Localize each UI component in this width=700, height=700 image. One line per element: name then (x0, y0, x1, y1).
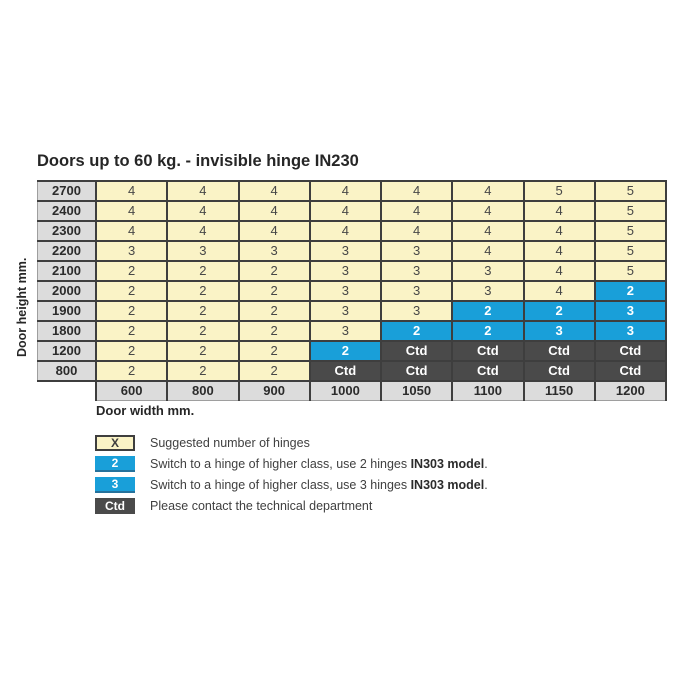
hinge-count-cell: 4 (310, 181, 381, 201)
contact-technical-cell: Ctd (595, 341, 666, 361)
hinge-count-cell: 4 (524, 281, 595, 301)
table-row (38, 201, 667, 221)
hinge-count-cell: 4 (239, 181, 310, 201)
hinge-matrix-table (37, 180, 667, 401)
column-header-door-width: 900 (239, 381, 310, 401)
hinge-count-cell: 3 (452, 261, 523, 281)
switch-hinge-cell: 2 (524, 301, 595, 321)
hinge-count-cell: 3 (310, 281, 381, 301)
hinge-count-cell: 3 (452, 281, 523, 301)
hinge-count-cell: 3 (310, 301, 381, 321)
corner-empty-cell (38, 381, 97, 401)
hinge-count-cell: 2 (96, 301, 167, 321)
hinge-count-cell: 3 (310, 261, 381, 281)
contact-technical-cell: Ctd (524, 361, 595, 381)
table-row (38, 261, 667, 281)
switch-hinge-cell: 2 (595, 281, 666, 301)
contact-technical-cell: Ctd (381, 361, 452, 381)
row-header-door-height: 2700 (38, 181, 97, 201)
hinge-count-cell: 2 (96, 361, 167, 381)
hinge-count-cell: 5 (595, 181, 666, 201)
table-row (38, 281, 667, 301)
hinge-count-cell: 3 (310, 321, 381, 341)
contact-technical-cell: Ctd (452, 341, 523, 361)
legend-item-text: Suggested number of hinges (150, 435, 310, 450)
hinge-count-cell: 4 (381, 181, 452, 201)
hinge-count-cell: 2 (167, 361, 238, 381)
legend-item-text: Please contact the technical department (150, 498, 373, 513)
contact-technical-cell: Ctd (524, 341, 595, 361)
column-header-door-width: 1100 (452, 381, 523, 401)
hinge-count-cell: 4 (167, 221, 238, 241)
hinge-count-cell: 2 (96, 261, 167, 281)
hinge-count-cell: 2 (239, 361, 310, 381)
hinge-count-cell: 2 (96, 341, 167, 361)
column-header-door-width: 1200 (595, 381, 666, 401)
hinge-count-cell: 4 (524, 241, 595, 261)
hinge-count-cell: 4 (310, 201, 381, 221)
table-row (38, 341, 667, 361)
legend-item (95, 455, 488, 472)
row-header-door-height: 1800 (38, 321, 97, 341)
switch-hinge-cell: 3 (595, 321, 666, 341)
hinge-count-cell: 3 (381, 281, 452, 301)
row-header-door-height: 1900 (38, 301, 97, 321)
contact-technical-cell: Ctd (595, 361, 666, 381)
hinge-count-cell: 5 (595, 221, 666, 241)
legend-swatch-switch2: 2 (95, 456, 135, 472)
hinge-count-cell: 2 (239, 341, 310, 361)
page-title: Doors up to 60 kg. - invisible hinge IN230 (37, 152, 359, 170)
legend-swatch-switch3: 3 (95, 477, 135, 493)
hinge-count-cell: 4 (96, 221, 167, 241)
hinge-count-cell: 4 (524, 201, 595, 221)
column-header-door-width: 1050 (381, 381, 452, 401)
hinge-count-cell: 4 (381, 201, 452, 221)
table-row (38, 321, 667, 341)
legend-item (95, 434, 488, 451)
hinge-count-cell: 2 (96, 321, 167, 341)
hinge-count-cell: 3 (381, 301, 452, 321)
column-header-door-width: 1150 (524, 381, 595, 401)
switch-hinge-cell: 2 (452, 301, 523, 321)
row-header-door-height: 2300 (38, 221, 97, 241)
switch-hinge-cell: 3 (524, 321, 595, 341)
legend-item (95, 497, 488, 514)
table-row (38, 181, 667, 201)
hinge-count-cell: 3 (310, 241, 381, 261)
hinge-count-cell: 4 (452, 241, 523, 261)
hinge-count-cell: 2 (96, 281, 167, 301)
hinge-count-cell: 4 (524, 261, 595, 281)
hinge-count-cell: 3 (239, 241, 310, 261)
table-row (38, 361, 667, 381)
hinge-count-cell: 2 (167, 281, 238, 301)
legend (95, 434, 488, 518)
row-header-door-height: 2100 (38, 261, 97, 281)
hinge-count-cell: 2 (167, 301, 238, 321)
switch-hinge-cell: 2 (452, 321, 523, 341)
hinge-count-cell: 4 (96, 201, 167, 221)
table-body (38, 181, 667, 401)
hinge-count-cell: 5 (595, 261, 666, 281)
table-row (38, 241, 667, 261)
legend-swatch-contact: Ctd (95, 498, 135, 514)
hinge-count-cell: 5 (595, 241, 666, 261)
column-header-door-width: 1000 (310, 381, 381, 401)
hinge-count-cell: 2 (167, 341, 238, 361)
hinge-count-cell: 4 (452, 221, 523, 241)
hinge-count-cell: 4 (452, 201, 523, 221)
hinge-count-cell: 2 (167, 321, 238, 341)
hinge-count-cell: 2 (239, 321, 310, 341)
legend-item-text: Switch to a hinge of higher class, use 3 hinges IN303 model. (150, 477, 488, 492)
switch-hinge-cell: 2 (310, 341, 381, 361)
hinge-count-cell: 4 (239, 201, 310, 221)
hinge-count-cell: 2 (239, 281, 310, 301)
hinge-count-cell: 3 (167, 241, 238, 261)
row-header-door-height: 2000 (38, 281, 97, 301)
row-header-door-height: 2400 (38, 201, 97, 221)
hinge-count-cell: 4 (96, 181, 167, 201)
legend-swatch-suggested: X (95, 435, 135, 451)
column-header-door-width: 800 (167, 381, 238, 401)
table-row (38, 301, 667, 321)
hinge-count-cell: 2 (239, 261, 310, 281)
contact-technical-cell: Ctd (381, 341, 452, 361)
hinge-count-cell: 3 (96, 241, 167, 261)
row-header-door-height: 2200 (38, 241, 97, 261)
column-header-door-width: 600 (96, 381, 167, 401)
legend-item-text: Switch to a hinge of higher class, use 2 hinges IN303 model. (150, 456, 488, 471)
hinge-count-cell: 3 (381, 261, 452, 281)
hinge-count-cell: 5 (524, 181, 595, 201)
switch-hinge-cell: 2 (381, 321, 452, 341)
hinge-count-cell: 4 (452, 181, 523, 201)
hinge-count-cell: 4 (167, 181, 238, 201)
hinge-count-cell: 4 (239, 221, 310, 241)
door-width-axis-label: Door width mm. (96, 403, 195, 418)
hinge-count-cell: 4 (524, 221, 595, 241)
hinge-count-cell: 4 (310, 221, 381, 241)
contact-technical-cell: Ctd (310, 361, 381, 381)
door-height-axis-label: Door height mm. (15, 257, 29, 358)
width-header-row (38, 381, 667, 401)
hinge-count-cell: 4 (381, 221, 452, 241)
hinge-count-cell: 3 (381, 241, 452, 261)
hinge-count-cell: 4 (167, 201, 238, 221)
hinge-count-cell: 5 (595, 201, 666, 221)
hinge-count-cell: 2 (167, 261, 238, 281)
switch-hinge-cell: 3 (595, 301, 666, 321)
row-header-door-height: 1200 (38, 341, 97, 361)
hinge-count-cell: 2 (239, 301, 310, 321)
row-header-door-height: 800 (38, 361, 97, 381)
table-row (38, 221, 667, 241)
contact-technical-cell: Ctd (452, 361, 523, 381)
legend-item (95, 476, 488, 493)
